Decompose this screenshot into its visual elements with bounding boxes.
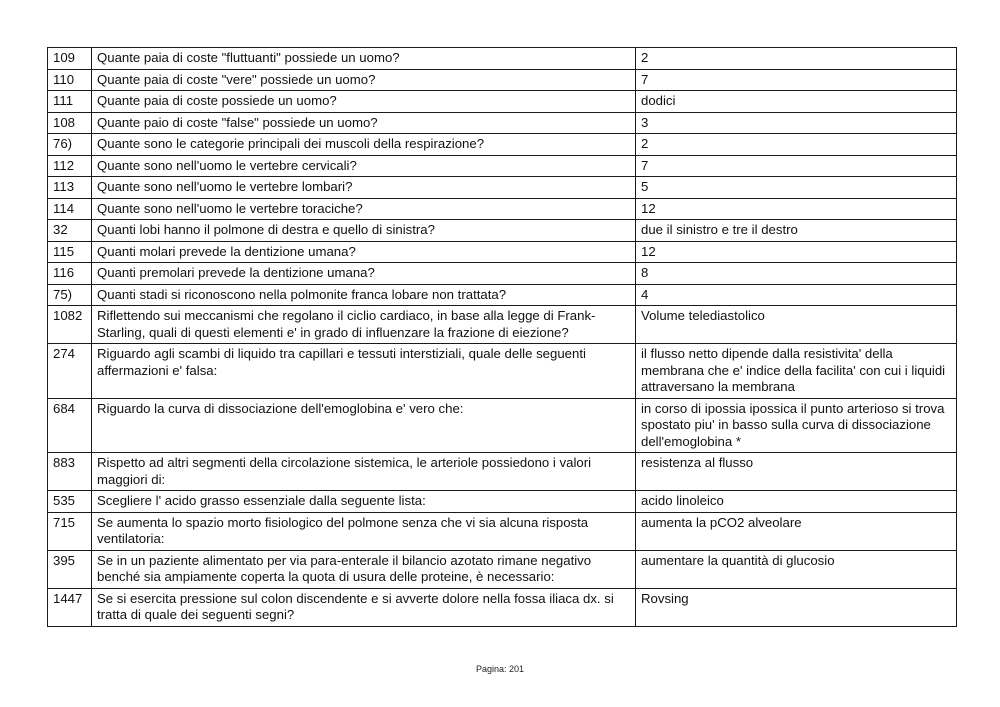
row-number: 395 bbox=[48, 550, 92, 588]
table-row bbox=[48, 512, 957, 550]
row-number: 32 bbox=[48, 220, 92, 242]
table-row bbox=[48, 112, 957, 134]
table-row bbox=[48, 344, 957, 399]
row-answer: aumenta la pCO2 alveolare bbox=[636, 512, 957, 550]
row-number: 113 bbox=[48, 177, 92, 199]
row-number: 108 bbox=[48, 112, 92, 134]
row-question: Quante sono nell'uomo le vertebre cervicali? bbox=[92, 155, 636, 177]
row-answer: dodici bbox=[636, 91, 957, 113]
row-question: Quanti lobi hanno il polmone di destra e quello di sinistra? bbox=[92, 220, 636, 242]
row-answer: 3 bbox=[636, 112, 957, 134]
row-answer: 7 bbox=[636, 69, 957, 91]
row-answer: 8 bbox=[636, 263, 957, 285]
row-answer: Volume telediastolico bbox=[636, 306, 957, 344]
row-number: 111 bbox=[48, 91, 92, 113]
row-question: Quante paia di coste "vere" possiede un uomo? bbox=[92, 69, 636, 91]
row-question: Se in un paziente alimentato per via para-enterale il bilancio azotato rimane negativo benché sia ampiamente coperta la quota di usura delle proteine, è necessario: bbox=[92, 550, 636, 588]
row-question: Quante paio di coste "false" possiede un uomo? bbox=[92, 112, 636, 134]
row-question: Quante sono le categorie principali dei muscoli della respirazione? bbox=[92, 134, 636, 156]
row-answer: resistenza al flusso bbox=[636, 453, 957, 491]
row-answer: in corso di ipossia ipossica il punto arterioso si trova spostato piu' in basso sulla curva di dissociazione dell'emoglobina * bbox=[636, 398, 957, 453]
page-number: Pagina: 201 bbox=[475, 664, 525, 674]
table-row bbox=[48, 491, 957, 513]
table-row bbox=[48, 550, 957, 588]
row-question: Quanti stadi si riconoscono nella polmonite franca lobare non trattata? bbox=[92, 284, 636, 306]
question-table-body bbox=[48, 48, 957, 627]
row-number: 109 bbox=[48, 48, 92, 70]
row-number: 115 bbox=[48, 241, 92, 263]
row-question: Rispetto ad altri segmenti della circolazione sistemica, le arteriole possiedono i valori maggiori di: bbox=[92, 453, 636, 491]
row-question: Riflettendo sui meccanismi che regolano il ciclio cardiaco, in base alla legge di Frank-Starling, quali di questi elementi e' in grado di influenzare la frazione di eiezione? bbox=[92, 306, 636, 344]
row-question: Quanti molari prevede la dentizione umana? bbox=[92, 241, 636, 263]
row-question: Se si esercita pressione sul colon discendente e si avverte dolore nella fossa iliaca dx. si tratta di quale dei seguenti segni? bbox=[92, 588, 636, 626]
table-row bbox=[48, 588, 957, 626]
table-row bbox=[48, 398, 957, 453]
row-question: Se aumenta lo spazio morto fisiologico del polmone senza che vi sia alcuna risposta ventilatoria: bbox=[92, 512, 636, 550]
row-number: 535 bbox=[48, 491, 92, 513]
row-answer: 5 bbox=[636, 177, 957, 199]
row-number: 274 bbox=[48, 344, 92, 399]
row-number: 715 bbox=[48, 512, 92, 550]
row-question: Riguardo la curva di dissociazione dell'emoglobina e' vero che: bbox=[92, 398, 636, 453]
table-row bbox=[48, 453, 957, 491]
row-answer: aumentare la quantità di glucosio bbox=[636, 550, 957, 588]
row-answer: 12 bbox=[636, 198, 957, 220]
row-number: 112 bbox=[48, 155, 92, 177]
table-row bbox=[48, 134, 957, 156]
row-answer: acido linoleico bbox=[636, 491, 957, 513]
row-number: 76) bbox=[48, 134, 92, 156]
row-answer: 2 bbox=[636, 48, 957, 70]
table-row bbox=[48, 306, 957, 344]
table-row bbox=[48, 198, 957, 220]
row-answer: 4 bbox=[636, 284, 957, 306]
question-table bbox=[47, 47, 957, 627]
row-number: 684 bbox=[48, 398, 92, 453]
row-number: 75) bbox=[48, 284, 92, 306]
row-answer: 12 bbox=[636, 241, 957, 263]
row-question: Quante sono nell'uomo le vertebre lombari? bbox=[92, 177, 636, 199]
row-answer: 7 bbox=[636, 155, 957, 177]
row-question: Quanti premolari prevede la dentizione umana? bbox=[92, 263, 636, 285]
table-row bbox=[48, 155, 957, 177]
table-row bbox=[48, 241, 957, 263]
table-row bbox=[48, 48, 957, 70]
table-row bbox=[48, 284, 957, 306]
row-answer: 2 bbox=[636, 134, 957, 156]
table-row bbox=[48, 69, 957, 91]
row-question: Quante sono nell'uomo le vertebre toraciche? bbox=[92, 198, 636, 220]
row-answer: Rovsing bbox=[636, 588, 957, 626]
table-row bbox=[48, 263, 957, 285]
row-number: 1082 bbox=[48, 306, 92, 344]
table-row bbox=[48, 220, 957, 242]
row-number: 110 bbox=[48, 69, 92, 91]
row-question: Scegliere l' acido grasso essenziale dalla seguente lista: bbox=[92, 491, 636, 513]
row-question: Riguardo agli scambi di liquido tra capillari e tessuti interstiziali, quale delle seguenti affermazioni e' falsa: bbox=[92, 344, 636, 399]
row-number: 114 bbox=[48, 198, 92, 220]
row-answer: due il sinistro e tre il destro bbox=[636, 220, 957, 242]
table-row bbox=[48, 177, 957, 199]
row-answer: il flusso netto dipende dalla resistivita' della membrana che e' indice della facilita' con cui i liquidi attraversano la membrana bbox=[636, 344, 957, 399]
row-question: Quante paia di coste possiede un uomo? bbox=[92, 91, 636, 113]
row-number: 883 bbox=[48, 453, 92, 491]
row-question: Quante paia di coste "fluttuanti" possiede un uomo? bbox=[92, 48, 636, 70]
row-number: 116 bbox=[48, 263, 92, 285]
row-number: 1447 bbox=[48, 588, 92, 626]
table-row bbox=[48, 91, 957, 113]
